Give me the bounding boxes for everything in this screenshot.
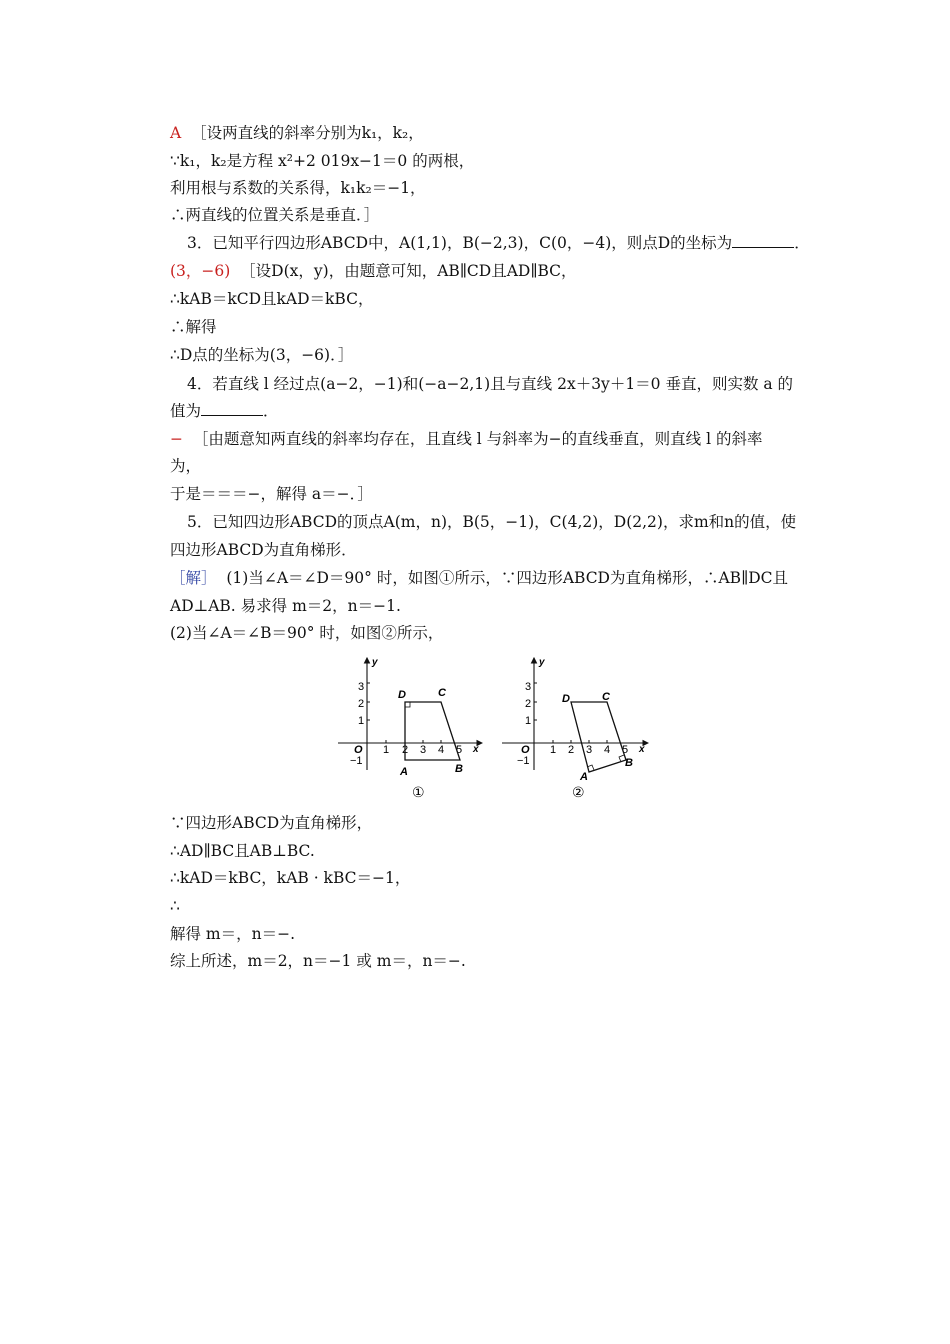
y-tick-label: 3	[525, 681, 532, 693]
point-d-label: D	[398, 689, 406, 701]
y-tick-label: −1	[350, 755, 363, 767]
point-b-label: B	[455, 763, 463, 775]
origin-label: O	[354, 744, 363, 756]
x-tick-label: 3	[586, 744, 593, 756]
answer-4-value: −	[170, 430, 183, 448]
x-tick-label: 5	[456, 744, 463, 756]
y-tick-label: −1	[517, 755, 530, 767]
question-4-line-2	[170, 400, 279, 422]
x-tick-label: 4	[604, 744, 611, 756]
trapezoid-abcd	[571, 702, 629, 772]
answer-5-line-2: AD⊥AB. 易求得 m＝2，n＝−1.	[170, 597, 401, 615]
y-axis-label: y	[372, 657, 378, 668]
x-tick-label: 3	[420, 744, 427, 756]
question-4-line-1: 4．若直线 l 经过点(a−2，−1)和(−a−2,1)且与直线 2x＋3y＋1＝0 垂直，则实数 a 的	[187, 375, 794, 393]
y-tick-label: 3	[358, 681, 365, 693]
question-5-line-1: 5．已知四边形ABCD的顶点A(m，n)，B(5，−1)，C(4,2)，D(2,2)，求m和n的值，使	[187, 513, 797, 531]
point-b-label: B	[625, 757, 633, 769]
punct: ．	[263, 402, 279, 420]
answer-line-4: ∴两直线的位置关系是垂直．］	[170, 206, 380, 224]
answer-4-line-2: 为，	[170, 457, 202, 475]
figure-1	[334, 652, 494, 802]
x-axis-label: x	[639, 744, 645, 755]
y-axis-label: y	[539, 657, 545, 668]
answer-5-line-1	[170, 567, 788, 589]
question-4-text: 值为	[170, 402, 202, 420]
trapezoid-abcd	[405, 702, 463, 760]
point-c-label: C	[438, 687, 446, 699]
question-5-line-2: 四边形ABCD为直角梯形．	[170, 541, 357, 559]
answer-3-line-2: ∴kAB＝kCD且kAD＝kBC，	[170, 290, 374, 308]
right-angle-mark	[405, 702, 410, 707]
point-d-label: D	[562, 693, 570, 705]
y-tick-label: 2	[358, 698, 365, 710]
solution-line-5: 解得 m＝，n＝−.	[170, 925, 296, 943]
x-tick-label: 5	[622, 744, 629, 756]
y-tick-label: 1	[525, 715, 532, 727]
solution-line-1: ∵四边形ABCD为直角梯形，	[170, 814, 373, 832]
solution-line-2: ∴AD∥BC且AB⊥BC.	[170, 842, 315, 860]
point-a-label: A	[400, 766, 408, 778]
answer-blank	[732, 233, 794, 248]
answer-3-line-4: ∴D点的坐标为(3，−6)．］	[170, 346, 354, 364]
answer-3-text: ［设D(x，y)，由题意可知，AB∥CD且AD∥BC，	[240, 262, 577, 280]
x-tick-label: 4	[438, 744, 445, 756]
answer-blank	[201, 401, 263, 416]
solution-line-6: 综上所述，m＝2，n＝−1 或 m＝，n＝−.	[170, 952, 466, 970]
answer-3-value: (3，−6)	[170, 262, 231, 280]
answer-choice: A	[170, 124, 182, 142]
answer-5-text: (1)当∠A＝∠D＝90° 时，如图①所示，∵四边形ABCD为直角梯形，∴AB∥DC且	[226, 569, 789, 587]
answer-3-line-3: ∴解得	[170, 318, 217, 336]
answer-4-line-1	[170, 428, 762, 450]
figure-caption: ②	[572, 784, 585, 800]
question-3	[187, 232, 810, 254]
figure-caption: ①	[412, 784, 425, 800]
answer-line-1	[170, 122, 424, 144]
solution-line-3: ∴kAD＝kBC，kAB · kBC＝−1，	[170, 869, 411, 887]
answer-line-2: ∵k₁，k₂是方程 x²+2 019x−1＝0 的两根，	[170, 152, 475, 170]
origin-label: O	[521, 744, 530, 756]
y-tick-label: 2	[525, 698, 532, 710]
answer-text: ［设两直线的斜率分别为k₁，k₂，	[191, 124, 424, 142]
x-tick-label: 1	[550, 744, 557, 756]
x-tick-label: 2	[568, 744, 575, 756]
answer-4-text: ［由题意知两直线的斜率均存在，且直线 l 与斜率为−的直线垂直，则直线 l 的斜率	[192, 430, 763, 448]
x-axis-label: x	[473, 744, 479, 755]
answer-4-line-3: 于是＝＝＝−，解得 a＝−．］	[170, 485, 373, 503]
figure-2	[498, 652, 658, 802]
answer-line-3: 利用根与系数的关系得，k₁k₂＝−1，	[170, 179, 426, 197]
answer-5-line-3: (2)当∠A＝∠B＝90° 时，如图②所示，	[170, 624, 444, 642]
point-a-label: A	[580, 771, 588, 783]
question-3-text: 3．已知平行四边形ABCD中，A(1,1)，B(−2,3)，C(0，−4)，则点D的坐标为	[187, 234, 733, 252]
x-tick-label: 1	[383, 744, 390, 756]
point-c-label: C	[602, 691, 610, 703]
answer-3-line-1	[170, 260, 577, 282]
solution-line-4: ∴	[170, 897, 180, 915]
x-tick-label: 2	[402, 744, 409, 756]
y-tick-label: 1	[358, 715, 365, 727]
solution-tag: ［解］	[170, 569, 217, 587]
punct: ．	[794, 234, 810, 252]
